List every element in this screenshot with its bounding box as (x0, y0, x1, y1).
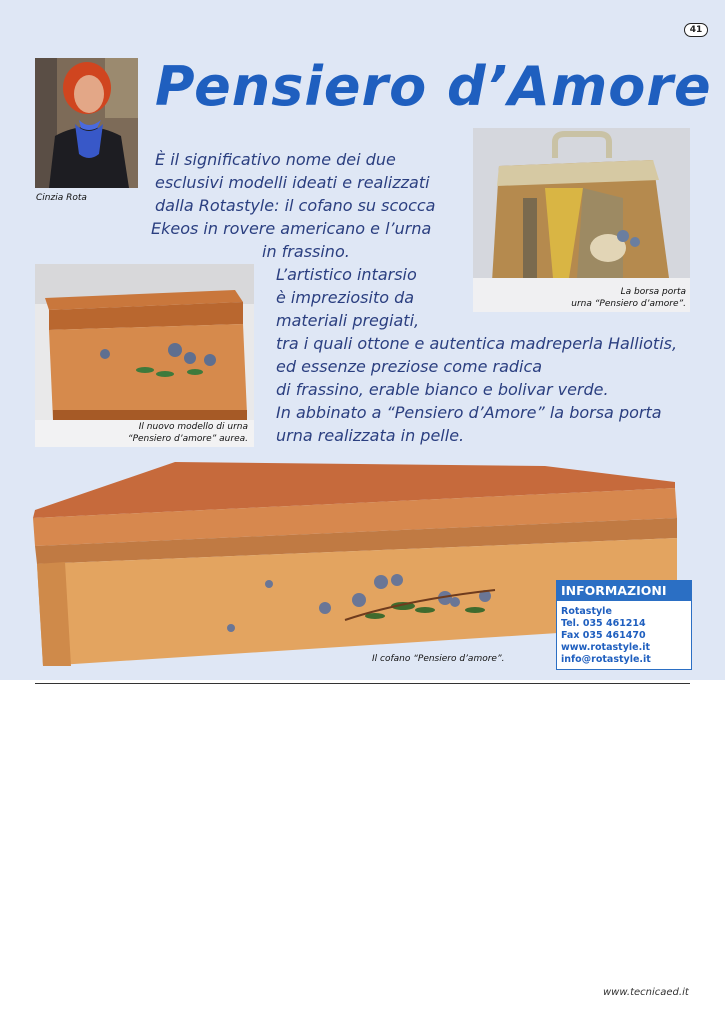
body-line: In abbinato a “Pensiero d’Amore” la borsa porta (276, 403, 662, 422)
body-line: di frassino, erable bianco e bolivar verde. (276, 380, 609, 399)
body-line: ed essenze preziose come radica (276, 357, 543, 376)
body-line: è impreziosito da (276, 288, 415, 307)
portrait-photo-cinzia-rota (35, 58, 138, 188)
footer-url[interactable]: www.tecnicaed.it (603, 987, 689, 998)
urn-caption-line-2: “Pensiero d’amore” aurea. (127, 434, 248, 444)
info-box-heading: INFORMAZIONI (557, 581, 691, 601)
bag-caption-line-2: urna “Pensiero d’amore”. (571, 299, 686, 309)
urn-bag-photo (473, 128, 690, 312)
info-company: Rotastyle (561, 606, 612, 617)
section-divider (35, 683, 690, 684)
body-line: materiali pregiati, (276, 311, 420, 330)
body-line: Ekeos in rovere americano e l’urna (151, 219, 432, 238)
body-line: dalla Rotastyle: il cofano su scocca (155, 196, 436, 215)
body-line: È il significativo nome dei due (155, 150, 396, 169)
body-line: urna realizzata in pelle. (276, 426, 465, 445)
urn-photo (35, 264, 254, 447)
portrait-caption: Cinzia Rota (36, 193, 87, 203)
body-line: L’artistico intarsio (276, 265, 417, 284)
info-website-link[interactable]: www.rotastyle.it (561, 642, 650, 653)
body-line: esclusivi modelli ideati e realizzati (155, 173, 430, 192)
body-line: tra i quali ottone e autentica madreperla Halliotis, (276, 334, 678, 353)
info-fax: Fax 035 461470 (561, 630, 646, 641)
urn-caption (96, 421, 248, 445)
urn-caption-line-1: Il nuovo modello di urna (138, 422, 248, 432)
coffin-caption: Il cofano “Pensiero d’amore”. (372, 654, 505, 664)
bag-caption (540, 286, 686, 310)
info-phone: Tel. 035 461214 (561, 618, 646, 629)
bag-caption-line-1: La borsa porta (620, 287, 686, 297)
page-number: 41 (684, 23, 708, 37)
article-title: Pensiero d’Amore (155, 55, 712, 118)
info-email-link[interactable]: info@rotastyle.it (561, 654, 651, 665)
info-box (556, 580, 692, 670)
body-line: in frassino. (262, 242, 350, 261)
